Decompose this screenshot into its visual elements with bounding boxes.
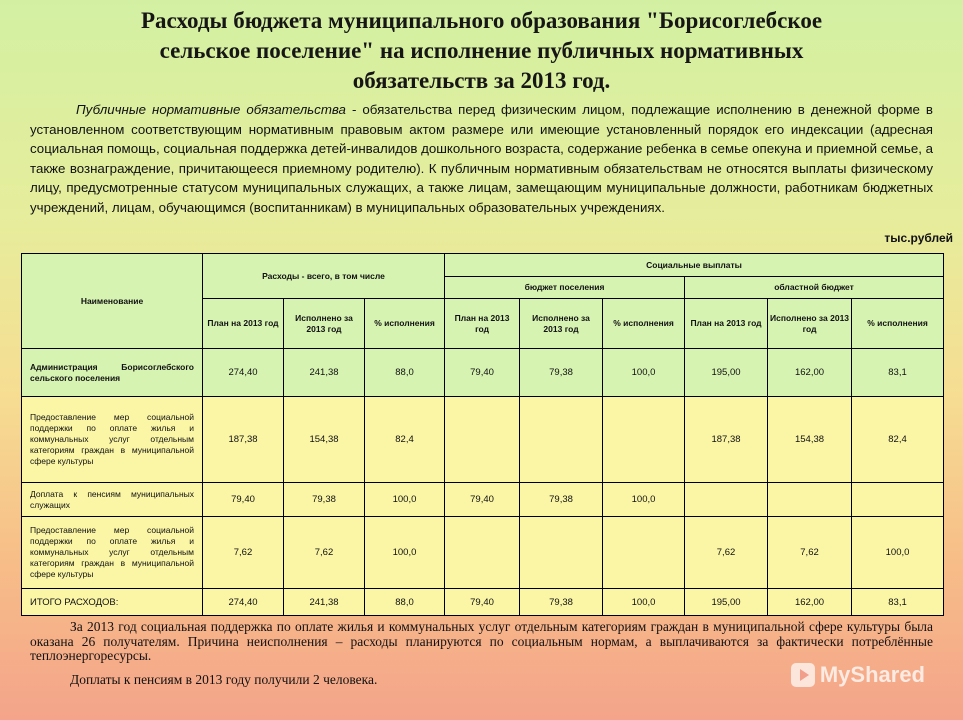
- intro-paragraph: [30, 100, 933, 218]
- table-cell: [603, 517, 685, 589]
- header-total: Расходы - всего, в том числе: [203, 254, 445, 299]
- table-cell: 7,62: [284, 517, 365, 589]
- budget-table: [21, 253, 944, 616]
- title-line-1: Расходы бюджета муниципального образования "Борисоглебское: [140, 8, 823, 33]
- table-cell: 274,40: [203, 349, 284, 397]
- table-cell: 79,38: [520, 589, 603, 616]
- table-cell: 154,38: [284, 397, 365, 483]
- table-cell: 7,62: [203, 517, 284, 589]
- table-cell: 82,4: [365, 397, 445, 483]
- table-cell: 100,0: [603, 349, 685, 397]
- header-pct: % исполнения: [365, 299, 445, 349]
- play-icon: [790, 662, 816, 688]
- table-cell: 187,38: [685, 397, 768, 483]
- table-cell: 7,62: [768, 517, 852, 589]
- header-done: Исполнено за 2013 год: [520, 299, 603, 349]
- header-plan: План на 2013 год: [445, 299, 520, 349]
- row-name: Предоставление мер социальной поддержки по оплате жилья и коммунальных услуг отдельным категориям граждан в муниципальной сфере культуры: [22, 517, 203, 589]
- units-label: тыс.рублей: [884, 231, 953, 245]
- footer-paragraph: За 2013 год социальная поддержка по оплате жилья и коммунальных услуг отдельным категориям граждан в муниципальной сфере культуры была оказана 26 получателям. Причина неисполнения – расходы планируются по социальным нормам, а выплачиваются за фактически потреблённые теплоэнергоресурсы.: [30, 619, 933, 663]
- table-cell: 88,0: [365, 589, 445, 616]
- table-cell: 100,0: [365, 483, 445, 517]
- header-plan: План на 2013 год: [685, 299, 768, 349]
- table-cell: 83,1: [852, 589, 944, 616]
- title-line-2: сельское поселение" на исполнение публичных нормативных: [159, 38, 804, 63]
- row-name: ИТОГО РАСХОДОВ:: [22, 589, 203, 616]
- table-cell: 241,38: [284, 349, 365, 397]
- table-cell: 100,0: [603, 589, 685, 616]
- table-cell: 79,40: [445, 483, 520, 517]
- header-done: Исполнено за 2013 год: [284, 299, 365, 349]
- table-cell: 79,38: [284, 483, 365, 517]
- table-cell: 187,38: [203, 397, 284, 483]
- table-row: [22, 483, 944, 517]
- table-cell: 195,00: [685, 349, 768, 397]
- table-total-row: [22, 589, 944, 616]
- row-name: Доплата к пенсиям муниципальных служащих: [22, 483, 203, 517]
- table-cell: 100,0: [852, 517, 944, 589]
- intro-text: - обязательства перед физическим лицом, подлежащие исполнению в денежной форме в установленном соответствующим нормативным правовым актом размере или имеющие установленный порядок его индексации (адресная социальная помощь, социальная поддержка детей-инвалидов дошкольного возраста, содержание ребенка в семье опекуна и приемной семье, а также вознаграждение, причитающееся приемному родителю). К публичным нормативным обязательствам не относятся выплаты физическому лицу, предусмотренные статусом муниципальных служащих, а также лицам, замещающим муниципальные должности, работникам бюджетных учреждений, лицам, обучающимся (воспитанникам) в муниципальных образовательных учреждениях.: [30, 102, 933, 215]
- page-title: [40, 6, 923, 96]
- table-cell: 88,0: [365, 349, 445, 397]
- header-done: Исполнено за 2013 год: [768, 299, 852, 349]
- table-cell: [768, 483, 852, 517]
- title-line-3: обязательств за 2013 год.: [352, 68, 611, 93]
- table-cell: 79,40: [445, 589, 520, 616]
- table-cell: 79,40: [203, 483, 284, 517]
- table-cell: [603, 397, 685, 483]
- table-cell: [520, 397, 603, 483]
- table-cell: 195,00: [685, 589, 768, 616]
- table-cell: 7,62: [685, 517, 768, 589]
- table-cell: 274,40: [203, 589, 284, 616]
- watermark-text: MyShared: [819, 662, 925, 687]
- header-regional-budget: областной бюджет: [685, 277, 944, 299]
- table-row: [22, 397, 944, 483]
- table-cell: 100,0: [603, 483, 685, 517]
- header-pct: % исполнения: [603, 299, 685, 349]
- row-name: Предоставление мер социальной поддержки по оплате жилья и коммунальных услуг отдельным категориям граждан в муниципальной сфере культуры: [22, 397, 203, 483]
- table-cell: 100,0: [365, 517, 445, 589]
- table-cell: 162,00: [768, 589, 852, 616]
- header-name: Наименование: [22, 254, 203, 349]
- table-cell: 82,4: [852, 397, 944, 483]
- table-cell: 154,38: [768, 397, 852, 483]
- table-row: [22, 517, 944, 589]
- table-cell: 83,1: [852, 349, 944, 397]
- table-cell: [445, 517, 520, 589]
- table-cell: 79,38: [520, 483, 603, 517]
- table-row: [22, 349, 944, 397]
- table-cell: 162,00: [768, 349, 852, 397]
- table-cell: [520, 517, 603, 589]
- header-social: Социальные выплаты: [445, 254, 944, 277]
- table-cell: 241,38: [284, 589, 365, 616]
- row-name: Администрация Борисоглебского сельского поселения: [22, 349, 203, 397]
- header-local-budget: бюджет поселения: [445, 277, 685, 299]
- header-pct: % исполнения: [852, 299, 944, 349]
- table-cell: [685, 483, 768, 517]
- table-cell: 79,40: [445, 349, 520, 397]
- table-cell: [445, 397, 520, 483]
- table-cell: 79,38: [520, 349, 603, 397]
- header-plan: План на 2013 год: [203, 299, 284, 349]
- table-cell: [852, 483, 944, 517]
- intro-term: Публичные нормативные обязательства: [76, 102, 346, 117]
- footer-paragraph-2: Доплаты к пенсиям в 2013 году получили 2 человека.: [70, 672, 378, 687]
- watermark: [790, 662, 925, 688]
